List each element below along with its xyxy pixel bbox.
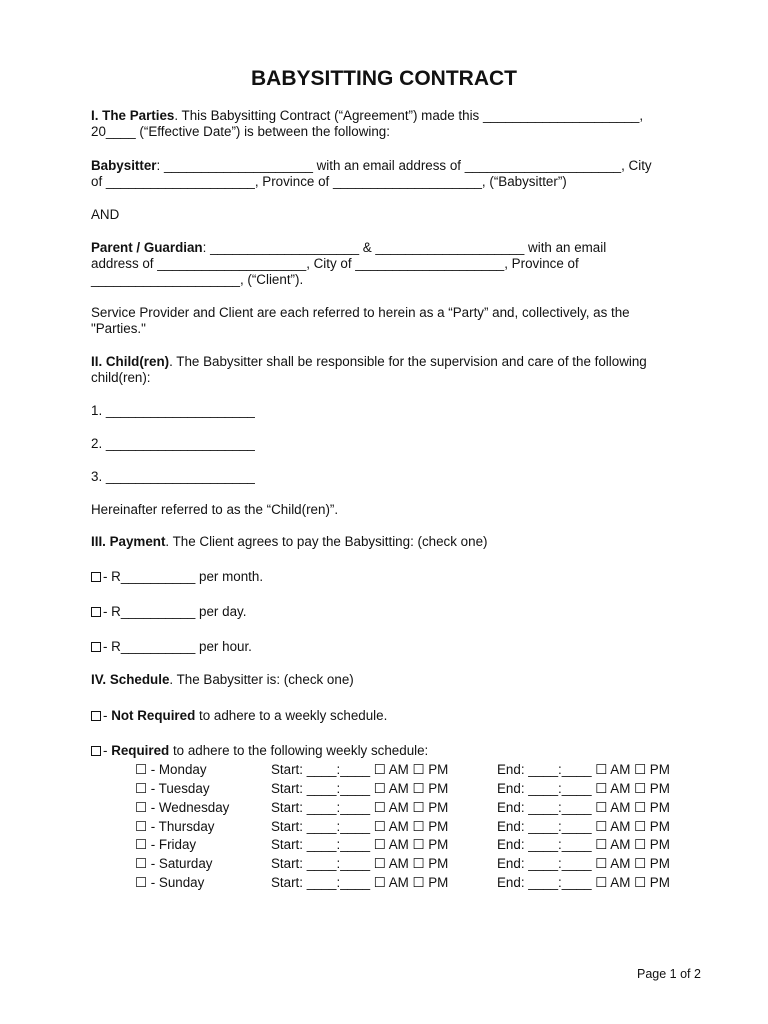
guardian-line-3: ____________________, (“Client”). [91,272,304,287]
schedule-start-wednesday[interactable]: Start: ____:____ ☐ AM ☐ PM [271,800,449,815]
document-title: BABYSITTING CONTRACT [251,67,517,90]
required-label: Required [111,743,170,758]
guardian-line-1-text: : ____________________ & ____________________ with an email [202,240,607,255]
schedule-end-tuesday[interactable]: End: ____:____ ☐ AM ☐ PM [497,781,670,796]
payment-option-hour[interactable] [91,639,252,655]
schedule-start-monday[interactable]: Start: ____:____ ☐ AM ☐ PM [271,762,449,777]
schedule-start-friday[interactable]: Start: ____:____ ☐ AM ☐ PM [271,837,449,852]
payment-option-hour-text: - R__________ per hour. [103,639,252,654]
schedule-end-thursday[interactable]: End: ____:____ ☐ AM ☐ PM [497,819,670,834]
not-required-text: to adhere to a weekly schedule. [195,708,388,723]
required-text: to adhere to the following weekly schedule: [169,743,429,758]
parties-heading: I. The Parties [91,108,175,123]
parties-line-1 [91,108,643,124]
checkbox-icon[interactable] [91,607,101,617]
guardian-line-2: address of ____________________, City of ____________________, Province of [91,256,579,271]
child-field-1[interactable]: 1. ____________________ [91,403,255,418]
babysitter-label: Babysitter [91,158,157,173]
schedule-day-monday[interactable]: ☐ - Monday [135,762,207,777]
schedule-day-tuesday[interactable]: ☐ - Tuesday [135,781,210,796]
schedule-end-wednesday[interactable]: End: ____:____ ☐ AM ☐ PM [497,800,670,815]
schedule-end-sunday[interactable]: End: ____:____ ☐ AM ☐ PM [497,875,670,890]
schedule-day-wednesday[interactable]: ☐ - Wednesday [135,800,230,815]
children-line-1 [91,354,647,370]
checkbox-icon[interactable] [91,746,101,756]
checkbox-icon[interactable] [91,711,101,721]
parties-line-2: 20____ (“Effective Date”) is between the following: [91,124,390,139]
schedule-day-thursday[interactable]: ☐ - Thursday [135,819,215,834]
payment-heading: III. Payment [91,534,166,549]
and-text: AND [91,207,120,222]
babysitter-line-2: of ____________________, Province of ____________________, (“Babysitter”) [91,174,567,189]
guardian-label: Parent / Guardian [91,240,203,255]
schedule-day-saturday[interactable]: ☐ - Saturday [135,856,213,871]
children-note: Hereinafter referred to as the “Child(ren)”. [91,502,339,517]
parties-note-line-2: "Parties." [91,321,146,336]
schedule-not-required-option[interactable] [91,708,387,724]
payment-option-month[interactable] [91,569,263,585]
babysitter-line-1 [91,158,652,174]
schedule-intro-text: . The Babysitter is: (check one) [169,672,354,687]
checkbox-icon[interactable] [91,572,101,582]
payment-option-month-text: - R__________ per month. [103,569,264,584]
children-line-1-text: . The Babysitter shall be responsible for the supervision and care of the following [169,354,647,369]
schedule-day-sunday[interactable]: ☐ - Sunday [135,875,205,890]
schedule-intro [91,672,354,688]
parties-line-1-text: . This Babysitting Contract (“Agreement”) made this _____________________, [174,108,644,123]
payment-option-day[interactable] [91,604,246,620]
schedule-day-friday[interactable]: ☐ - Friday [135,837,197,852]
babysitter-line-1-text: : ____________________ with an email address of _____________________, City [156,158,652,173]
dash-text: - [103,708,112,723]
payment-option-day-text: - R__________ per day. [103,604,247,619]
page-number: Page 1 of 2 [637,967,701,981]
guardian-line-1 [91,240,606,256]
child-field-2[interactable]: 2. ____________________ [91,436,255,451]
not-required-label: Not Required [111,708,196,723]
children-heading: II. Child(ren) [91,354,170,369]
schedule-end-friday[interactable]: End: ____:____ ☐ AM ☐ PM [497,837,670,852]
payment-intro [91,534,487,550]
child-field-3[interactable]: 3. ____________________ [91,469,255,484]
payment-intro-text: . The Client agrees to pay the Babysitting: (check one) [165,534,488,549]
parties-note-line-1: Service Provider and Client are each referred to herein as a “Party” and, collectively, as the [91,305,630,320]
schedule-end-monday[interactable]: End: ____:____ ☐ AM ☐ PM [497,762,670,777]
checkbox-icon[interactable] [91,642,101,652]
schedule-start-saturday[interactable]: Start: ____:____ ☐ AM ☐ PM [271,856,449,871]
dash-text: - [103,743,112,758]
schedule-start-sunday[interactable]: Start: ____:____ ☐ AM ☐ PM [271,875,449,890]
schedule-required-option[interactable] [91,743,428,759]
schedule-heading: IV. Schedule [91,672,170,687]
schedule-start-tuesday[interactable]: Start: ____:____ ☐ AM ☐ PM [271,781,449,796]
schedule-end-saturday[interactable]: End: ____:____ ☐ AM ☐ PM [497,856,670,871]
schedule-start-thursday[interactable]: Start: ____:____ ☐ AM ☐ PM [271,819,449,834]
children-line-2: child(ren): [91,370,151,385]
